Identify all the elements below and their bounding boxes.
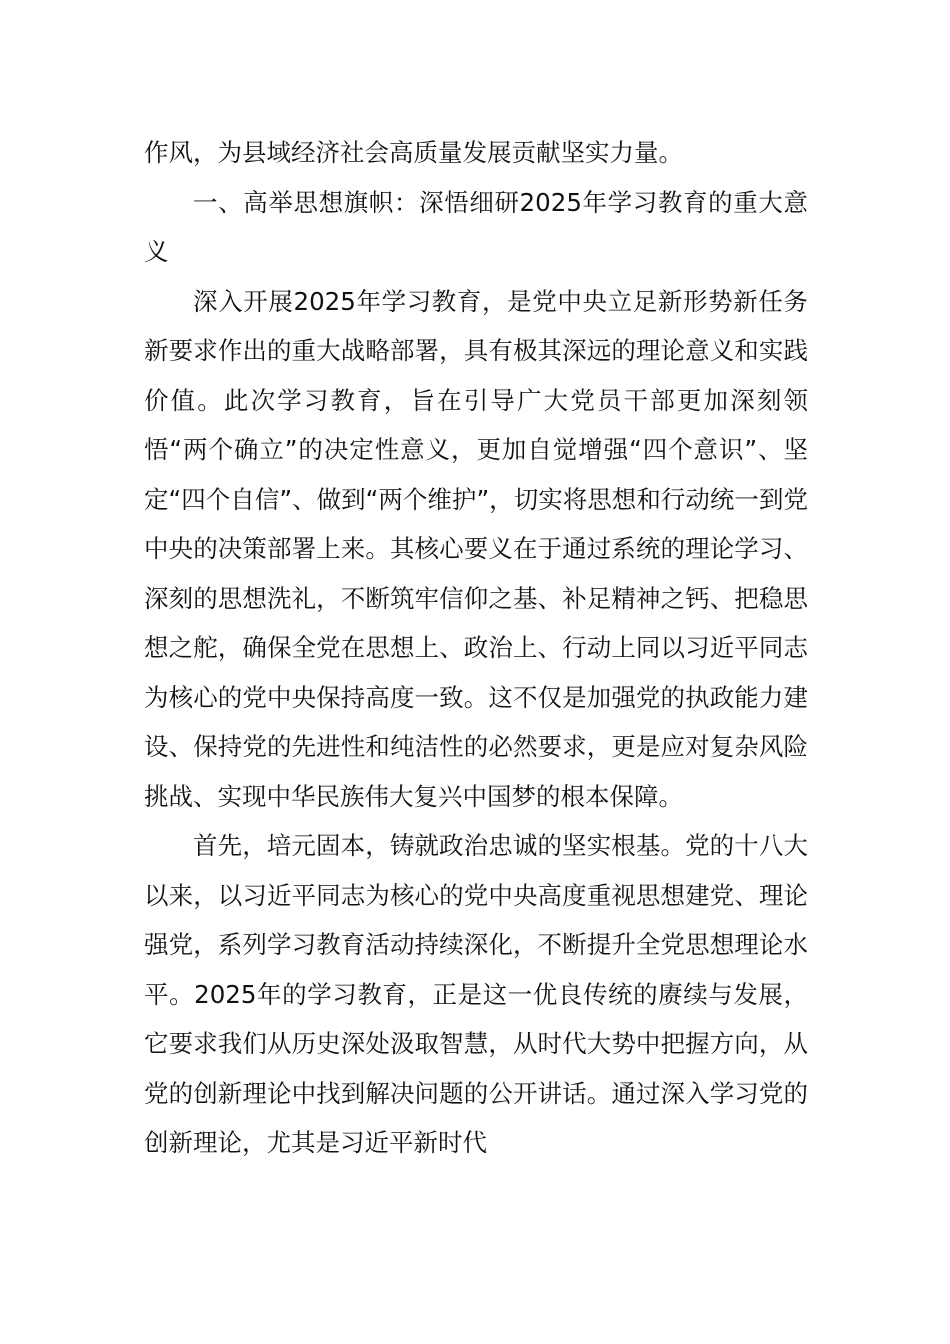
- paragraph-significance: 深入开展2025年学习教育，是党中央立足新形势新任务新要求作出的重大战略部署，具有极其深远的理论意义和实践价值。此次学习教育，旨在引导广大党员干部更加深刻领悟“两个确立”的决定性意义，更加自觉增强“四个意识”、坚定“四个自信”、做到“两个维护”，切实将思想和行动统一到党中央的决策部署上来。其核心要义在于通过系统的理论学习、深刻的思想洗礼，不断筑牢信仰之基、补足精神之钙、把稳思想之舵，确保全党在思想上、政治上、行动上同以习近平同志为核心的党中央保持高度一致。这不仅是加强党的执政能力建设、保持党的先进性和纯洁性的必然要求，更是应对复杂风险挑战、实现中华民族伟大复兴中国梦的根本保障。: [144, 286, 808, 811]
- section-heading: 一、高举思想旗帜：深悟细研2025年学习教育的重大意义: [144, 187, 808, 266]
- paragraph-continuation: 作风，为县域经济社会高质量发展贡献坚实力量。: [144, 138, 683, 167]
- document-body: [144, 128, 808, 1168]
- paragraph-first-point: 首先，培元固本，铸就政治忠诚的坚实根基。党的十八大以来，以习近平同志为核心的党中央高度重视思想建党、理论强党，系列学习教育活动持续深化，不断提升全党思想理论水平。2025年的学习教育，正是这一优良传统的赓续与发展，它要求我们从历史深处汲取智慧，从时代大势中把握方向，从党的创新理论中找到解决问题的公开讲话。通过深入学习党的创新理论，尤其是习近平新时代: [144, 831, 808, 1157]
